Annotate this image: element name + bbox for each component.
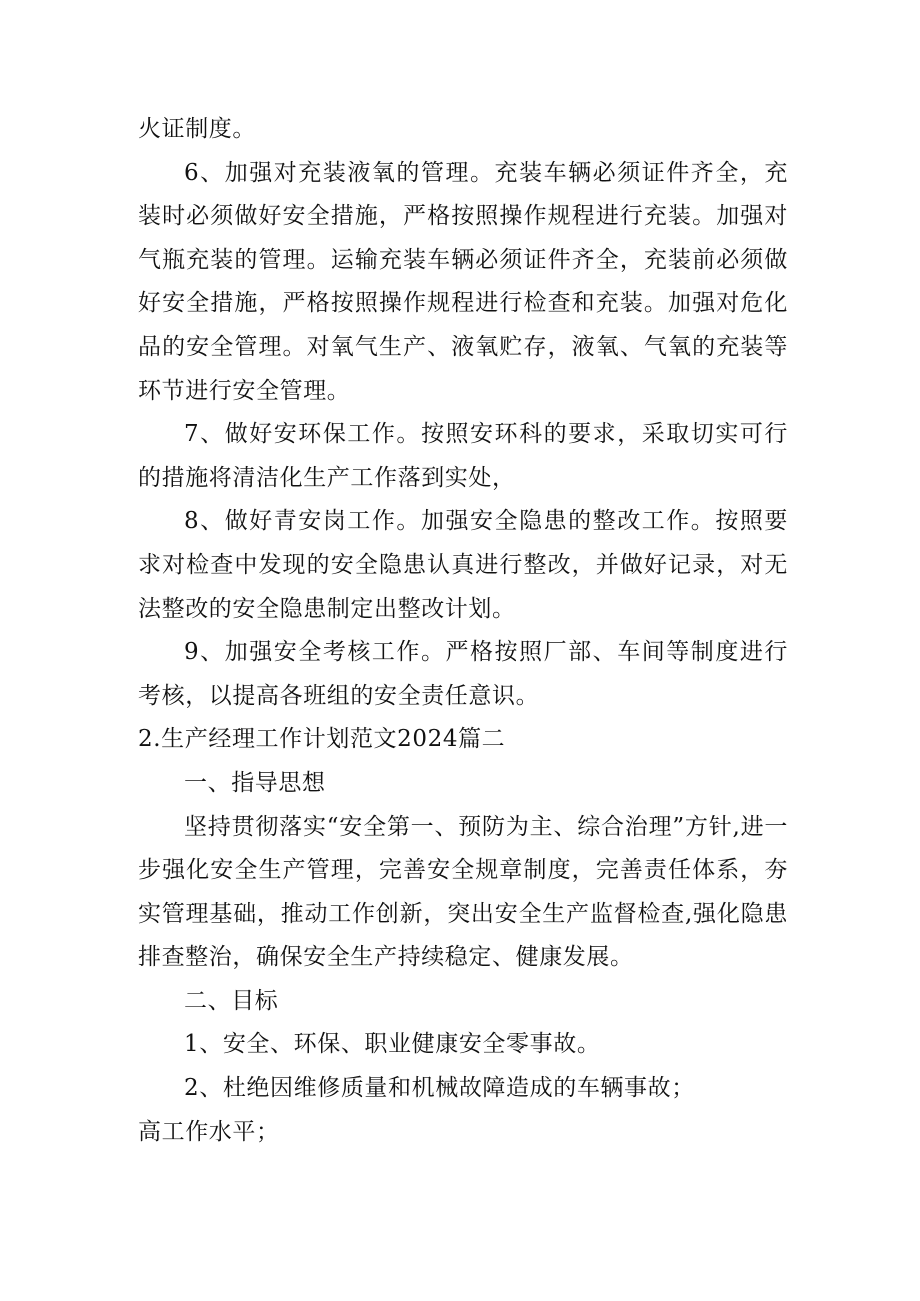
paragraph-item-9: 9、加强安全考核工作。严格按照厂部、车间等制度进行考核，以提高各班组的安全责任意识。 [138, 639, 788, 709]
document-body [138, 108, 788, 1154]
subheading-goals: 二、目标 [184, 987, 279, 1014]
section-title-text: 2.生产经理工作计划范文2024篇二 [138, 726, 506, 753]
paragraph-item-6: 6、加强对充装液氧的管理。充装车辆必须证件齐全，充装时必须做好安全措施，严格按照操作规程进行充装。加强对气瓶充装的管理。运输充装车辆必须证件齐全，充装前必须做好安全措施，严格按照操作规程进行检查和充装。加强对危化品的安全管理。对氧气生产、液氧贮存，液氧、气氧的充装等环节进行安全管理。 [138, 159, 788, 404]
goal-item-1: 1、安全、环保、职业健康安全零事故。 [184, 1031, 601, 1058]
paragraph-fragment: 高工作水平； [138, 1118, 280, 1145]
paragraph-guiding-ideology: 坚持贯彻落实“安全第一、预防为主、综合治理”方针,进一步强化安全生产管理，完善安全规章制度，完善责任体系，夯实管理基础，推动工作创新，突出安全生产监督检查,强化隐患排查整治，确保安全生产持续稳定、健康发展。 [138, 813, 788, 971]
paragraph-item-7: 7、做好安环保工作。按照安环科的要求，采取切实可行的措施将清洁化生产工作落到实处， [138, 421, 788, 491]
goal-item-2: 2、杜绝因维修质量和机械故障造成的车辆事故； [184, 1075, 695, 1102]
paragraph-continuation: 火证制度。 [138, 116, 256, 142]
subheading-guiding-ideology: 一、指导思想 [184, 769, 326, 796]
section-title [140, 718, 788, 762]
paragraph-item-8: 8、做好青安岗工作。加强安全隐患的整改工作。按照要求对检查中发现的安全隐患认真进行整改，并做好记录，对无法整改的安全隐患制定出整改计划。 [138, 508, 788, 622]
